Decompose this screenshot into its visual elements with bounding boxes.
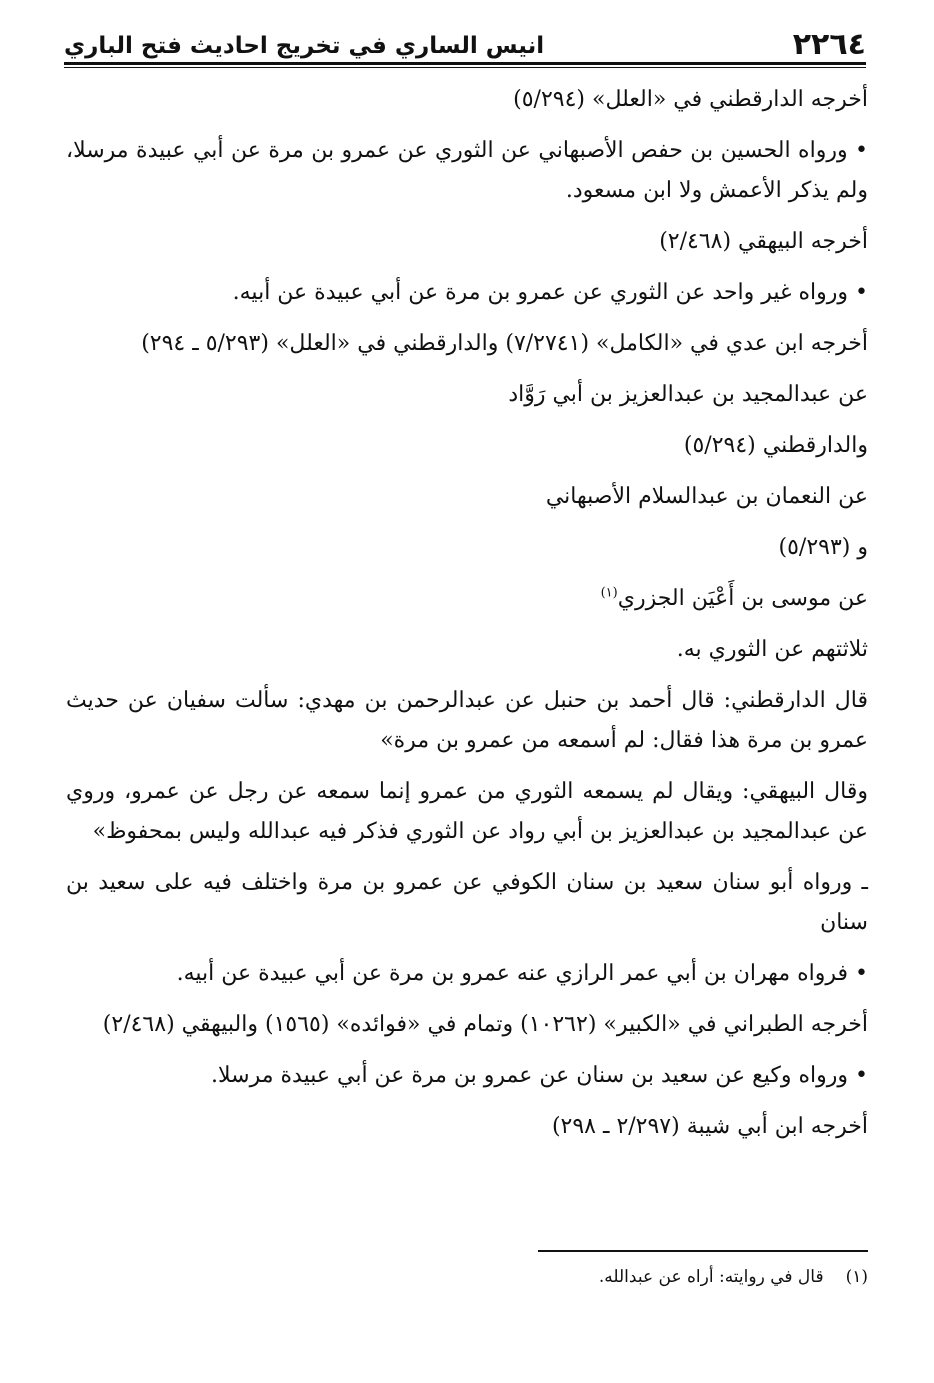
running-header [64,22,866,62]
paragraph: عن عبدالمجيد بن عبدالعزيز بن أبي رَوَّاد [508,382,868,407]
footnote-text: قال في روايته: أراه عن عبدالله. [598,1267,824,1287]
header-divider [64,62,866,68]
paragraph: أخرجه الطبراني في «الكبير» (١٠٢٦٢) وتمام في «فوائده» (١٥٦٥) والبيهقي (٢/٤٦٨) [102,1012,868,1037]
paragraph: • فرواه مهران بن أبي عمر الرازي عنه عمرو بن مرة عن أبي عبيدة عن أبيه. [176,961,868,986]
page-number: ٢٢٦٤ [792,27,866,62]
paragraph: • ورواه الحسين بن حفص الأصبهاني عن الثوري عن عمرو بن مرة عن أبي عبيدة مرسلا، ولم يذكر الأعمش ولا ابن مسعود. [66,138,868,203]
paragraph: ـ ورواه أبو سنان سعيد بن سنان الكوفي عن عمرو بن مرة واختلف فيه على سعيد بن سنان [66,870,868,935]
paragraph-text: عن موسى بن أَعْيَن الجزري [617,586,868,611]
paragraph: • ورواه وكيع عن سعيد بن سنان عن عمرو بن مرة عن أبي عبيدة مرسلا. [211,1063,868,1088]
paragraph: قال الدارقطني: قال أحمد بن حنبل عن عبدالرحمن بن مهدي: سألت سفيان عن حديث عمرو بن مرة هذا فقال: لم أسمعه من عمرو بن مرة» [66,688,868,753]
main-text [66,80,868,1158]
paragraph: أخرجه ابن أبي شيبة (٢/٢٩٧ ـ ٢٩٨) [551,1114,868,1139]
footnote-divider [538,1250,868,1252]
paragraph: ثلاثتهم عن الثوري به. [676,637,868,662]
book-title: انيس الساري في تخريج احاديث فتح الباري [64,33,545,59]
paragraph: و (٥/٢٩٣) [778,535,868,560]
footnote-reference[interactable]: (١) [600,585,618,601]
paragraph [66,579,868,619]
paragraph: أخرجه ابن عدي في «الكامل» (٧/٢٧٤١) والدارقطني في «العلل» (٥/٢٩٣ ـ ٢٩٤) [141,331,868,356]
paragraph: والدارقطني (٥/٢٩٤) [683,433,868,458]
paragraph: • ورواه غير واحد عن الثوري عن عمرو بن مرة عن أبي عبيدة عن أبيه. [232,280,868,305]
footnote-marker: (١) [845,1267,868,1287]
footnote [66,1264,868,1290]
paragraph: عن النعمان بن عبدالسلام الأصبهاني [545,484,868,509]
paragraph: وقال البيهقي: ويقال لم يسمعه الثوري من عمرو إنما سمعه عن رجل عن عمرو، وروي عن عبدالمجيد بن عبدالعزيز بن أبي رواد عن الثوري فذكر فيه عبدالله وليس بمحفوظ» [66,779,868,844]
paragraph: أخرجه الدارقطني في «العلل» (٥/٢٩٤) [513,87,868,112]
paragraph: أخرجه البيهقي (٢/٤٦٨) [659,229,868,254]
